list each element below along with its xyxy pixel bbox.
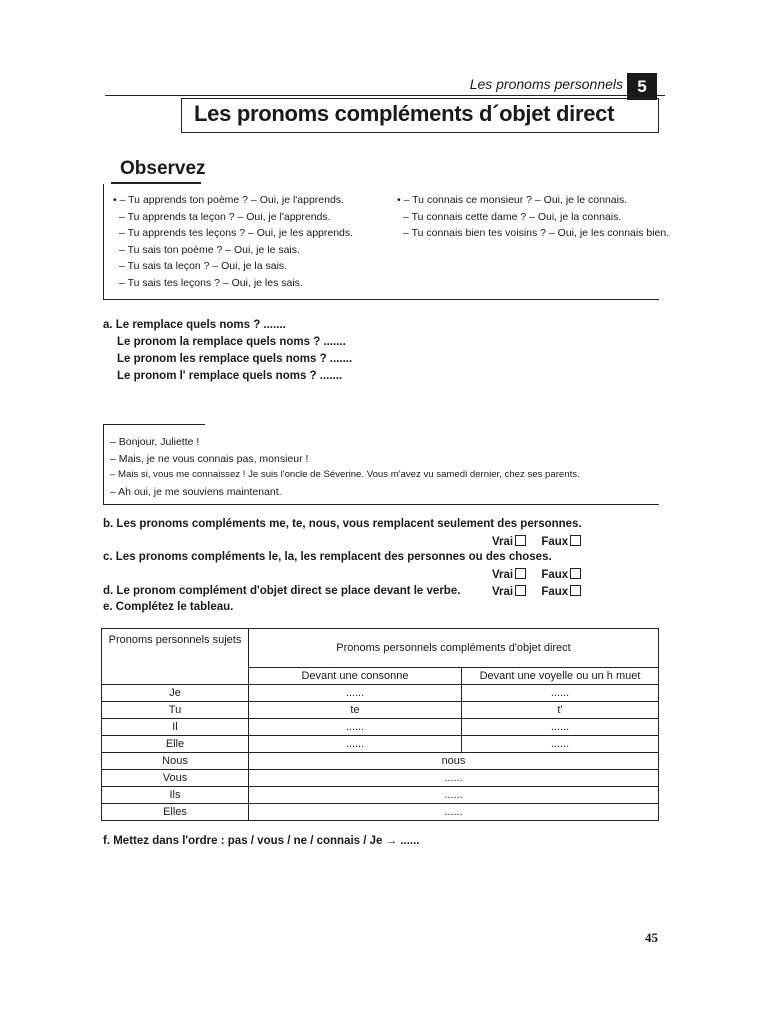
subheader-consonne: Devant une consonne	[249, 668, 462, 685]
vrai-label: Vrai	[492, 569, 514, 581]
vrai-checkbox[interactable]	[515, 585, 526, 596]
vrai-checkbox[interactable]	[515, 535, 526, 546]
faux-label: Faux	[541, 536, 569, 548]
subject-cell: Il	[102, 719, 249, 736]
subject-cell: Elle	[102, 736, 249, 753]
vrai-faux-d	[492, 585, 581, 598]
vrai-label: Vrai	[492, 586, 514, 598]
example-line: – Tu apprends tes leçons ? – Oui, je les apprends.	[119, 227, 354, 239]
table-row	[102, 719, 659, 736]
question-c: c. Les pronoms compléments le, la, les remplacent des personnes ou des choses.	[103, 551, 552, 563]
vrai-label: Vrai	[492, 536, 514, 548]
dialogue-line: – Mais, je ne vous connais pas, monsieur !	[110, 452, 309, 465]
faux-label: Faux	[541, 586, 569, 598]
header-subjects: Pronoms personnels sujets	[102, 629, 249, 685]
table-row	[102, 702, 659, 719]
vrai-faux-b	[492, 535, 581, 548]
merged-cell[interactable]: ......	[249, 787, 659, 804]
vrai-faux-c	[492, 568, 581, 581]
question-b: b. Les pronoms compléments me, te, nous, vous remplacent seulement des personnes.	[103, 518, 582, 530]
observez-heading: Observez	[120, 158, 206, 179]
example-line: – Tu connais bien tes voisins ? – Oui, je les connais bien.	[403, 227, 670, 239]
vrai-checkbox[interactable]	[515, 568, 526, 579]
subject-cell: Elles	[102, 804, 249, 821]
dialogue	[110, 434, 580, 500]
table-row	[102, 804, 659, 821]
subheader-voyelle: Devant une voyelle ou un h muet	[462, 668, 659, 685]
question-a-les: Le pronom les remplace quels noms ? .......	[117, 353, 353, 365]
faux-checkbox[interactable]	[570, 535, 581, 546]
examples-column-2	[397, 192, 669, 242]
question-e: e. Complétez le tableau.	[103, 601, 234, 613]
consonne-cell[interactable]: ......	[249, 685, 462, 702]
header-cod: Pronoms personnels compléments d'objet direct	[249, 629, 659, 668]
voyelle-cell[interactable]: ......	[462, 685, 659, 702]
subject-cell: Tu	[102, 702, 249, 719]
header-rule	[105, 95, 665, 96]
merged-cell: nous	[249, 753, 659, 770]
subject-cell: Je	[102, 685, 249, 702]
faux-checkbox[interactable]	[570, 585, 581, 596]
section-title: Les pronoms personnels	[469, 76, 623, 92]
example-line: – Tu sais tes leçons ? – Oui, je les sais.	[119, 276, 303, 289]
example-line: – Tu apprends ta leçon ? – Oui, je l'apprends.	[119, 210, 331, 223]
merged-cell[interactable]: ......	[249, 770, 659, 787]
example-line: – Tu sais ton poème ? – Oui, je le sais.	[119, 243, 300, 256]
page-number: 45	[645, 930, 658, 945]
question-a-l: Le pronom l' remplace quels noms ? .......	[117, 370, 343, 382]
question-a-la: Le pronom la remplace quels noms ? .......	[117, 336, 346, 348]
dialogue-line: – Bonjour, Juliette !	[110, 436, 200, 448]
table-row	[102, 770, 659, 787]
dialogue-line: – Ah oui, je me souviens maintenant.	[110, 485, 282, 498]
consonne-cell: te	[249, 702, 462, 719]
example-line: • – Tu connais ce monsieur ? – Oui, je le connais.	[397, 194, 628, 206]
voyelle-cell: t'	[462, 702, 659, 719]
table-row	[102, 787, 659, 804]
example-line: – Tu sais ta leçon ? – Oui, je la sais.	[119, 260, 288, 272]
page-title: Les pronoms compléments d´objet direct	[194, 101, 615, 126]
table-row	[102, 685, 659, 702]
subject-cell: Nous	[102, 753, 249, 770]
subject-cell: Vous	[102, 770, 249, 787]
table-row	[102, 736, 659, 753]
pronoun-table	[101, 628, 659, 821]
faux-checkbox[interactable]	[570, 568, 581, 579]
consonne-cell[interactable]: ......	[249, 736, 462, 753]
table-row	[102, 753, 659, 770]
merged-cell[interactable]: ......	[249, 804, 659, 821]
voyelle-cell[interactable]: ......	[462, 719, 659, 736]
examples-column-1	[113, 192, 353, 291]
question-f: f. Mettez dans l'ordre : pas / vous / ne / connais / Je → ......	[103, 835, 420, 847]
faux-label: Faux	[541, 569, 569, 581]
example-line: • – Tu apprends ton poème ? – Oui, je l'apprends.	[113, 194, 344, 206]
consonne-cell[interactable]: ......	[249, 719, 462, 736]
question-a: a. Le remplace quels noms ? .......	[103, 319, 286, 331]
chapter-number: 5	[627, 73, 657, 100]
question-d: d. Le pronom complément d'objet direct se place devant le verbe.	[103, 585, 461, 597]
example-line: – Tu connais cette dame ? – Oui, je la connais.	[403, 210, 622, 223]
voyelle-cell[interactable]: ......	[462, 736, 659, 753]
subject-cell: Ils	[102, 787, 249, 804]
dialogue-line: – Mais si, vous me connaissez ! Je suis l'oncle de Séverine. Vous m'avez vu samedi dernier, chez ses parents.	[110, 469, 580, 480]
